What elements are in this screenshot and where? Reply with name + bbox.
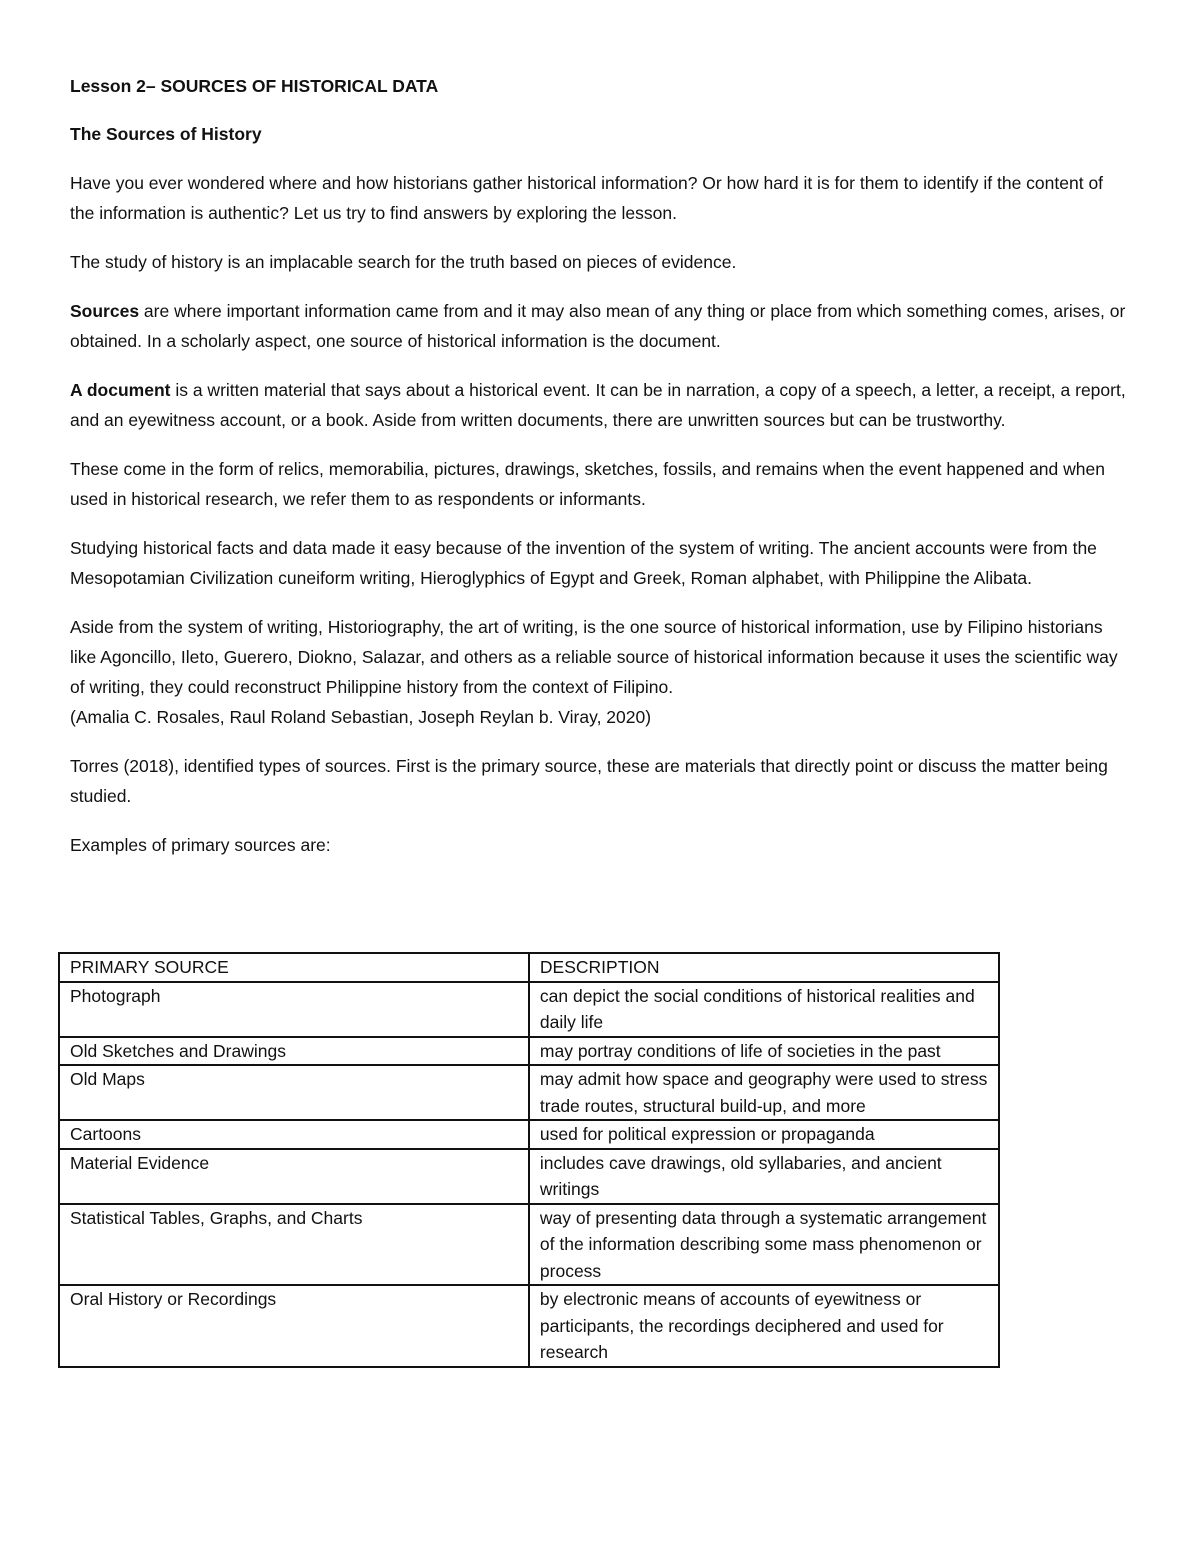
- intro-paragraph: Have you ever wondered where and how historians gather historical information? Or how hard it is for them to identify if the content of the information is authentic? Let us try to find answers by exploring the lesson.: [70, 173, 1104, 223]
- document-paragraph: [70, 375, 1132, 435]
- header-description: DESCRIPTION: [529, 953, 999, 982]
- description-cell: way of presenting data through a systematic arrangement of the information describing some mass phenomenon or process: [529, 1204, 999, 1286]
- source-cell: Oral History or Recordings: [59, 1285, 529, 1367]
- sources-paragraph: [70, 296, 1132, 356]
- source-cell: Old Maps: [59, 1065, 529, 1120]
- table-row: [59, 1120, 999, 1149]
- section-heading: The Sources of History: [70, 124, 262, 144]
- examples-label: Examples of primary sources are:: [70, 835, 331, 855]
- document-body: [70, 72, 1132, 879]
- source-cell: Photograph: [59, 982, 529, 1037]
- lesson-title: Lesson 2– SOURCES OF HISTORICAL DATA: [70, 76, 439, 96]
- source-cell: Statistical Tables, Graphs, and Charts: [59, 1204, 529, 1286]
- primary-sources-table: [58, 952, 1000, 1368]
- table-row: [59, 1204, 999, 1286]
- table-header-row: [59, 953, 999, 982]
- description-cell: includes cave drawings, old syllabaries, and ancient writings: [529, 1149, 999, 1204]
- table-row: [59, 1149, 999, 1204]
- study-paragraph: The study of history is an implacable search for the truth based on pieces of evidence.: [70, 252, 737, 272]
- historiography-paragraph: [70, 612, 1132, 732]
- source-cell: Old Sketches and Drawings: [59, 1037, 529, 1066]
- citation: (Amalia C. Rosales, Raul Roland Sebastian, Joseph Reylan b. Viray, 2020): [70, 707, 652, 727]
- source-cell: Cartoons: [59, 1120, 529, 1149]
- description-cell: may portray conditions of life of societies in the past: [529, 1037, 999, 1066]
- writing-paragraph: Studying historical facts and data made it easy because of the invention of the system of writing. The ancient accounts were from the Mesopotamian Civilization cuneiform writing, Hieroglyphics of Egypt and Greek, Roman alphabet, with Philippine the Alibata.: [70, 538, 1097, 588]
- document-definition: is a written material that says about a historical event. It can be in narration, a copy of a speech, a letter, a receipt, a report, and an eyewitness account, or a book. Aside from written documents, there are unwritten sources but can be trustworthy.: [70, 380, 1126, 430]
- description-cell: may admit how space and geography were used to stress trade routes, structural build-up, and more: [529, 1065, 999, 1120]
- description-cell: used for political expression or propaganda: [529, 1120, 999, 1149]
- torres-paragraph: Torres (2018), identified types of sources. First is the primary source, these are materials that directly point or discuss the matter being studied.: [70, 756, 1108, 806]
- historiography-text: Aside from the system of writing, Historiography, the art of writing, is the one source of historical information, use by Filipino historians like Agoncillo, Ileto, Guerero, Diokno, Salazar, and others as a reliable source of historical information because it uses the scientific way of writing, they could reconstruct Philippine history from the context of Filipino.: [70, 617, 1118, 697]
- table-row: [59, 1285, 999, 1367]
- description-cell: can depict the social conditions of historical realities and daily life: [529, 982, 999, 1037]
- sources-definition: are where important information came from and it may also mean of any thing or place from which something comes, arises, or obtained. In a scholarly aspect, one source of historical information is the document.: [70, 301, 1126, 351]
- source-cell: Material Evidence: [59, 1149, 529, 1204]
- sources-term: Sources: [70, 301, 140, 321]
- table-row: [59, 1065, 999, 1120]
- table-row: [59, 1037, 999, 1066]
- description-cell: by electronic means of accounts of eyewitness or participants, the recordings deciphered and used for research: [529, 1285, 999, 1367]
- header-primary-source: PRIMARY SOURCE: [59, 953, 529, 982]
- relics-paragraph: These come in the form of relics, memorabilia, pictures, drawings, sketches, fossils, and remains when the event happened and when used in historical research, we refer them to as respondents or informants.: [70, 459, 1105, 509]
- document-term: A document: [70, 380, 171, 400]
- table-row: [59, 982, 999, 1037]
